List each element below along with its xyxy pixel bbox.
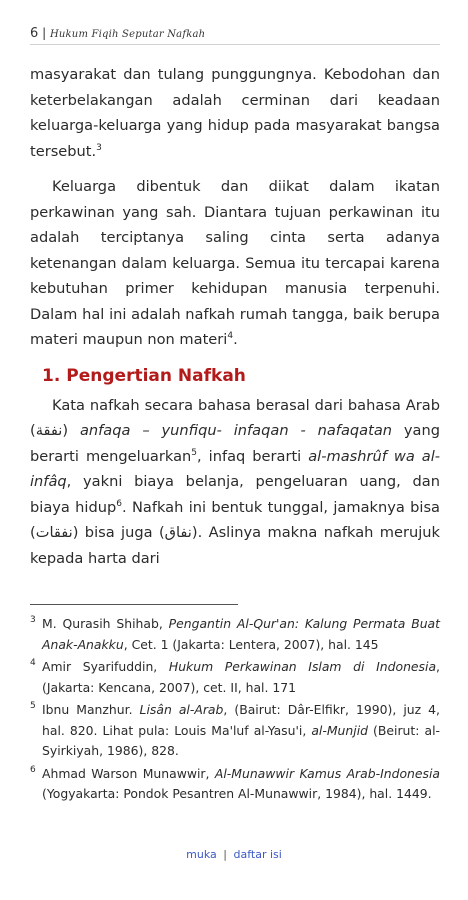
- footnote-ref-4[interactable]: 4: [227, 331, 234, 342]
- header-divider: [30, 44, 440, 45]
- paragraph-3: Kata nafkah secara bahasa berasal dari bahasa Arab (نفقة) anfaqa – yunfiqu- infaqan - nafaqatan yang berarti mengeluarkan$^5$, infaq berarti al-mashrûf wa al-infâq, yakni biaya belanja, pengeluaran uang, dan biaya hidup$^6$. Nafkah ini bentuk tunggal, jamaknya bisa (نفقات) bisa juga (نفاق). Aslinya makna nafkah merujuk kepada harta dari: [30, 396, 441, 567]
- footnote-mark: 4: [30, 658, 36, 668]
- running-title: Hukum Fiqih Seputar Nafkah: [49, 29, 206, 40]
- footnote-ref-6[interactable]: 6: [116, 498, 122, 509]
- footnote-mark: 5: [30, 701, 36, 711]
- footnote-mark: 6: [30, 764, 36, 775]
- home-link[interactable]: muka: [186, 848, 217, 861]
- footnote-ref-3[interactable]: 3: [96, 142, 102, 153]
- transliteration-1: anfaqa – yunfiqu- infaqan - nafaqatan: [79, 422, 393, 439]
- body-text: [30, 62, 440, 571]
- arabic-term-2: نفقات: [35, 524, 73, 541]
- section-title: Pengertian Nafkah: [66, 365, 246, 386]
- paragraph-1: masyarakat dan tulang punggungnya. Kebodohan dan keterbelakangan adalah cerminan dari keadaan keluarga-keluarga yang hidup pada masyarakat bangsa tersebut.$^3$: [30, 66, 440, 160]
- header-separator: |: [42, 26, 47, 40]
- footnote-mark: 3: [30, 615, 36, 625]
- footnote-4: 4 Amir Syarifuddin, Hukum Perkawinan Islam di Indonesia, (Jakarta: Kencana, 2007), cet. II, hal. 171: [30, 657, 440, 698]
- table-of-contents-link[interactable]: daftar isi: [233, 848, 282, 861]
- section-number: 1.: [42, 365, 61, 386]
- footnote-ref-5[interactable]: 5: [191, 447, 198, 458]
- footnote-5: 5 Ibnu Manzhur. Lisân al-Arab, (Bairut: Dâr-Elfikr, 1990), juz 4, hal. 820. Lihat pula: Louis Ma'luf al-Yasu'i, al-Munjid (Beirut: al-Syirkiyah, 1986), 828.: [30, 700, 440, 762]
- running-header: [30, 26, 440, 46]
- page-number: 6: [30, 26, 39, 41]
- nav-separator: |: [223, 848, 227, 861]
- arabic-term-3: نفاق: [164, 524, 192, 541]
- arabic-term-1: نفقة: [35, 422, 63, 439]
- paragraph-2: Keluarga dibentuk dan diikat dalam ikatan perkawinan yang sah. Diantara tujuan perkawinan itu adalah terciptanya saling cinta serta adanya ketenangan dalam keluarga. Semua itu tercapai karena kebutuhan primer kehidupan manusia terpenuhi. Dalam hal ini adalah nafkah rumah tangga, baik berupa materi maupun non materi$^4$.: [30, 178, 440, 348]
- footnote-divider: [30, 604, 238, 605]
- section-heading: [42, 363, 440, 389]
- footnote-3: 3 M. Qurasih Shihab, Pengantin Al-Qur'an: Kalung Permata Buat Anak-Anakku, Cet. 1 (Jakarta: Lentera, 2007), hal. 145: [30, 614, 440, 655]
- footnote-6: 6 Ahmad Warson Munawwir, Al-Munawwir Kamus Arab-Indonesia (Yogyakarta: Pondok Pesantren Al-Munawwir, 1984), hal. 1449.: [30, 764, 440, 805]
- footnotes: [30, 614, 440, 807]
- page-navigation: [0, 848, 468, 861]
- transliteration-2: al-mashrûf wa al-infâq: [30, 447, 441, 490]
